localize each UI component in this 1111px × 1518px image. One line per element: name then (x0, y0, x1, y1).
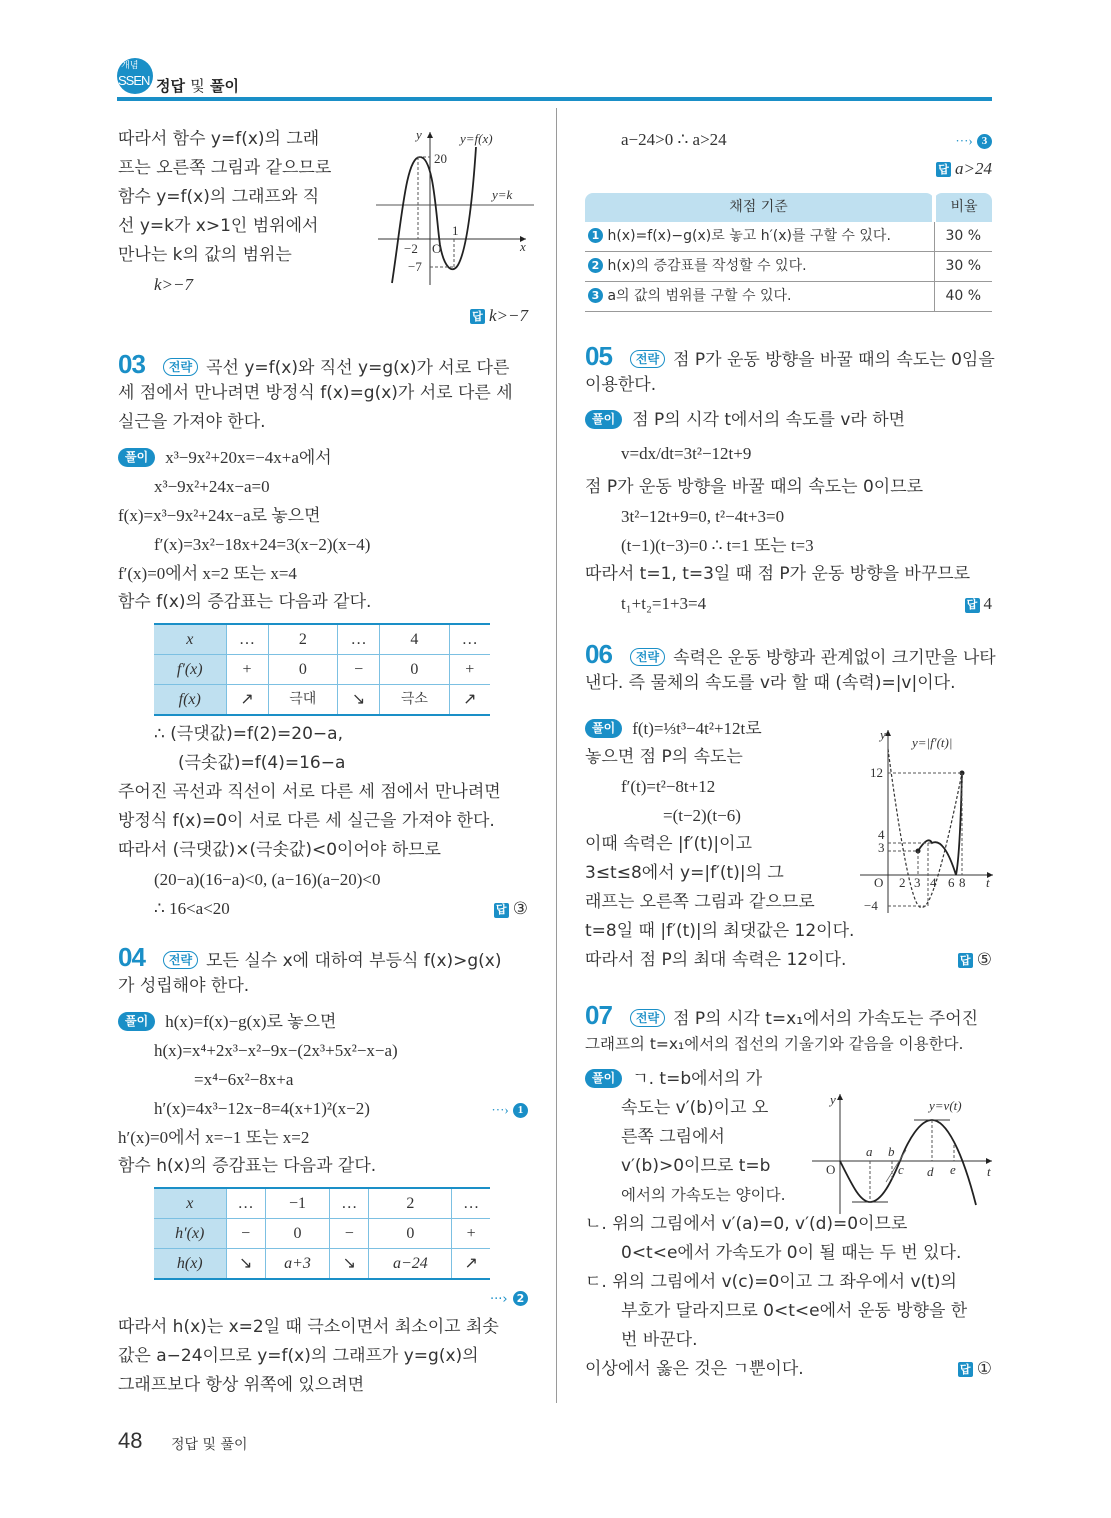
math-line: h(x)=f(x)−g(x)로 놓으면 (165, 1012, 337, 1031)
table-cell: 0 (268, 655, 337, 685)
strategy-text: 이용한다. (585, 375, 657, 395)
title-part: 정답 (156, 77, 185, 95)
strategy-text: 모든 실수 x에 대하여 부등식 f(x)>g(x) (206, 951, 502, 971)
table-cell: − (330, 1219, 369, 1249)
arrow-icon: ···› (955, 133, 973, 148)
table-cell: 극소 (380, 685, 449, 716)
step-number: 1 (588, 228, 603, 243)
max-label: 20 (434, 151, 447, 166)
text-line: 이때 속력은 |f′(t)|이고 (585, 834, 752, 854)
strategy-text: 곡선 y=f(x)와 직선 y=g(x)가 서로 다른 (206, 358, 510, 378)
text-line: t=8일 때 |f′(t)|의 최댓값은 12이다. (585, 921, 855, 941)
question-05 (585, 341, 995, 618)
left-column (118, 125, 528, 1400)
answer-badge: 답 (958, 1362, 973, 1377)
math-line: h′(x)=0에서 x=−1 또는 x=2 (118, 1128, 310, 1147)
table-cell: … (338, 624, 380, 655)
text-line: ㄴ. 위의 그림에서 v′(a)=0, v′(d)=0이므로 (585, 1214, 908, 1234)
strategy-text: 실근을 가져야 한다. (118, 412, 266, 432)
math-line: f′(x)=0에서 x=2 또는 x=4 (118, 564, 297, 583)
brand-logo (117, 58, 153, 94)
criteria-cell (585, 282, 934, 312)
table-cell: … (226, 624, 268, 655)
table-cell: 2 (369, 1188, 452, 1219)
criteria-cell (585, 252, 934, 282)
increase-decrease-table (154, 623, 490, 716)
strategy-text: 점 P가 운동 방향을 바꿀 때의 속도는 0임을 (673, 350, 995, 370)
table-cell: x (154, 624, 226, 655)
answer-value: ⑤ (976, 950, 992, 970)
table-cell: ↗ (449, 685, 490, 716)
y-axis-label: y (880, 727, 886, 742)
answer-value: ① (976, 1359, 992, 1379)
curve-label: y=f(x) (460, 131, 493, 146)
math-line (118, 1094, 528, 1123)
origin-label: O (432, 241, 442, 256)
text-line: ㄱ. t=b에서의 가 (632, 1069, 763, 1089)
x-axis-label: x (520, 239, 526, 254)
answer-line (958, 1355, 992, 1384)
title-part: 및 (190, 77, 205, 95)
arrow-icon: ···› (491, 1102, 509, 1117)
point-c: c (898, 1162, 904, 1177)
question-number: 07 (585, 1000, 612, 1030)
logo-top-text: 개념 (121, 61, 139, 71)
step-number: 3 (977, 134, 992, 149)
text-line: 따라서 함수 y=f(x)의 그래 (118, 129, 320, 149)
table-cell: 극대 (268, 685, 337, 716)
table-row (154, 685, 490, 716)
answer-badge: 답 (470, 309, 485, 324)
table-cell: x (154, 1188, 226, 1219)
column-header: 비율 (934, 193, 992, 222)
y-axis-label: y (416, 127, 422, 142)
table-cell: −1 (265, 1188, 329, 1219)
text-line: 점 P의 시각 t에서의 속도를 v라 하면 (632, 410, 906, 430)
text-line: (극솟값)=f(4)=16−a (178, 753, 346, 773)
strategy-text: 점 P의 시각 t=x₁에서의 가속도는 주어진 (673, 1009, 979, 1029)
text-line: 함수 h(x)의 증감표는 다음과 같다. (118, 1156, 377, 1176)
text-line: 놓으면 점 P의 속도는 (585, 747, 743, 767)
table-cell: 0 (369, 1219, 452, 1249)
table-cell: 2 (268, 624, 337, 655)
conclusion: ∴ 16<a<20 (154, 899, 230, 918)
math-line: v=dx/dt=3t²−12t+9 (621, 444, 752, 463)
table-cell: + (226, 655, 268, 685)
table-row (585, 282, 992, 312)
answer-line (494, 894, 528, 923)
criteria-text: h(x)의 증감표를 작성할 수 있다. (607, 258, 807, 274)
math-line: f′(t)=t²−8t+12 (621, 777, 716, 796)
text-line: 에서의 가속도는 양이다. (621, 1186, 786, 1204)
text-line: 선 y=k가 x>1인 범위에서 (118, 216, 319, 236)
footer-label: 정답 및 풀이 (171, 1437, 248, 1453)
math-line: x³−9x²+20x=−4x+a에서 (165, 448, 332, 467)
table-cell: a+3 (265, 1249, 329, 1280)
criteria-text: h(x)=f(x)−g(x)로 놓고 h′(x)를 구할 수 있다. (607, 228, 891, 244)
curve-label: y=v(t) (929, 1098, 962, 1113)
title-part: 풀이 (209, 77, 239, 95)
x-axis-label: t (987, 1164, 991, 1179)
ratio-cell: 30 % (934, 252, 992, 282)
ratio-cell: 30 % (934, 222, 992, 252)
strategy-text: 세 점에서 만나려면 방정식 f(x)=g(x)가 서로 다른 세 (118, 383, 513, 403)
question-number: 05 (585, 341, 612, 371)
step-marker-2 (118, 1284, 528, 1313)
table-cell: 0 (265, 1219, 329, 1249)
line-label: y=k (492, 187, 513, 202)
solution-badge: 풀이 (585, 410, 622, 429)
answer-value: a>24 (955, 159, 992, 178)
math-line: f′(x)=3x²−18x+24=3(x−2)(x−4) (154, 535, 371, 554)
y-tick: −4 (864, 898, 878, 913)
table-row (154, 624, 490, 655)
text-line: ∴ (극댓값)=f(2)=20−a, (154, 724, 344, 744)
text-line: 함수 y=f(x)의 그래프와 직 (118, 187, 320, 207)
text-line: ㄷ. 위의 그림에서 v(c)=0이고 그 좌우에서 v(t)의 (585, 1272, 957, 1292)
curve-label: y=|f′(t)| (912, 735, 953, 750)
page-title (156, 75, 239, 96)
graph-velocity (812, 1090, 997, 1215)
table-cell: … (449, 624, 490, 655)
question-03 (118, 350, 528, 923)
graph-f-of-x (376, 127, 536, 287)
logo-bottom-text: SSEN (118, 73, 150, 88)
strategy-badge: 전략 (163, 358, 198, 376)
x-neg-label: −2 (404, 241, 418, 256)
table-cell: f(x) (154, 685, 226, 716)
text-line: 프는 오른쪽 그림과 같으므로 (118, 158, 332, 178)
text-line: 주어진 곡선과 직선이 서로 다른 세 점에서 만나려면 (118, 782, 501, 802)
table-row (585, 222, 992, 252)
conclusion: t₁+t₂=1+3=4 (621, 594, 707, 613)
table-cell: ↗ (226, 685, 268, 716)
math-line: f(x)=x³−9x²+24x−a로 놓으면 (118, 506, 321, 525)
table-row (154, 1249, 490, 1280)
x-axis-label: t (986, 875, 990, 890)
x-one-label: 1 (452, 223, 459, 238)
x-tick: 6 (948, 875, 955, 890)
solution-badge: 풀이 (118, 448, 155, 467)
table-header-row (585, 193, 992, 222)
step-number: 2 (588, 258, 603, 273)
table-row (154, 1219, 490, 1249)
text-line: 속도는 v′(b)이고 오 (621, 1098, 769, 1118)
column-header: 채점 기준 (585, 193, 934, 222)
answer-line (965, 589, 993, 618)
math-line (585, 125, 992, 154)
answer-badge: 답 (958, 953, 973, 968)
answer-value: 4 (983, 594, 992, 613)
answer-badge: 답 (965, 598, 980, 613)
text-line: 방정식 f(x)=0이 서로 다른 세 실근을 가져야 한다. (118, 811, 495, 831)
header-rule (117, 97, 992, 101)
table-cell: … (330, 1188, 369, 1219)
text-line: 따라서 h(x)는 x=2일 때 극소이면서 최소이고 최솟 (118, 1317, 499, 1337)
table-cell: + (452, 1219, 490, 1249)
arrow-icon: ···› (489, 1292, 508, 1307)
step-number: 3 (588, 288, 603, 303)
table-cell: ↘ (338, 685, 380, 716)
answer-value: k>−7 (489, 306, 528, 325)
strategy-text: 속력은 운동 방향과 관계없이 크기만을 나타 (673, 648, 996, 668)
y-axis-label: y (830, 1092, 836, 1107)
ratio-cell: 40 % (934, 282, 992, 312)
increase-decrease-table (154, 1187, 490, 1280)
table-cell: f′(x) (154, 655, 226, 685)
text-line: 래프는 오른쪽 그림과 같으므로 (585, 892, 815, 912)
table-cell: 0 (380, 655, 449, 685)
strategy-badge: 전략 (630, 648, 665, 666)
math-line: =x⁴−6x²−8x+a (194, 1070, 294, 1089)
text-line: 그래프보다 항상 위쪽에 있으려면 (118, 1375, 365, 1395)
x-tick: 2 (899, 875, 906, 890)
math-line: (t−1)(t−3)=0 ∴ t=1 또는 t=3 (621, 536, 814, 555)
text-line (585, 1355, 992, 1384)
text-line: 번 바꾼다. (621, 1330, 698, 1350)
math-line (118, 894, 528, 923)
text-line: 부호가 달라지므로 0<t<e에서 운동 방향을 한 (621, 1301, 968, 1321)
point-a: a (866, 1144, 873, 1159)
strategy-text: 낸다. 즉 물체의 속도를 v라 할 때 (속력)=|v|이다. (585, 673, 956, 693)
table-cell: + (449, 655, 490, 685)
math-line: (20−a)(16−a)<0, (a−16)(a−20)<0 (154, 870, 381, 889)
table-cell: 4 (380, 624, 449, 655)
y-tick: 12 (870, 765, 883, 780)
answer-value: ③ (512, 899, 528, 918)
solution-badge: 풀이 (118, 1012, 155, 1031)
answer-line (470, 301, 528, 330)
x-tick: 8 (959, 875, 966, 890)
column-divider (556, 108, 557, 1403)
text-line: 함수 f(x)의 증감표는 다음과 같다. (118, 592, 372, 612)
x-tick: 3 (914, 875, 921, 890)
math-line: h(x)=x⁴+2x³−x²−9x−(2x³+5x²−x−a) (154, 1041, 398, 1060)
answer-badge: 답 (494, 903, 509, 918)
derivative: h′(x)=4x³−12x−8=4(x+1)²(x−2) (154, 1099, 370, 1118)
solution-badge: 풀이 (585, 1069, 622, 1088)
table-cell: h(x) (154, 1249, 226, 1280)
table-cell: − (338, 655, 380, 685)
origin-label: O (874, 875, 884, 890)
criteria-text: a의 값의 범위를 구할 수 있다. (607, 288, 792, 304)
table-row (154, 1188, 490, 1219)
table-cell: a−24 (369, 1249, 452, 1280)
x-tick: 4 (930, 875, 937, 890)
table-cell: … (452, 1188, 490, 1219)
solution-badge: 풀이 (585, 719, 622, 738)
y-tick: 4 (878, 827, 885, 842)
text-line: 만나는 k의 값의 범위는 (118, 245, 292, 265)
step-marker-3 (955, 125, 992, 155)
inequality: a−24>0 ∴ a>24 (621, 130, 727, 149)
point-b: b (888, 1144, 895, 1159)
page-number: 48 (118, 1428, 143, 1453)
strategy-badge: 전략 (630, 350, 665, 368)
math-line: 3t²−12t+9=0, t²−4t+3=0 (621, 507, 785, 526)
table-cell: − (226, 1219, 265, 1249)
text-line: 3≤t≤8에서 y=|f′(t)|의 그 (585, 863, 784, 883)
table-cell: ↘ (226, 1249, 265, 1280)
conclusion: 따라서 점 P의 최대 속력은 12이다. (585, 950, 847, 970)
point-d: d (927, 1164, 934, 1179)
text-line (585, 946, 992, 975)
text-line: 따라서 t=1, t=3일 때 점 P가 운동 방향을 바꾸므로 (585, 564, 971, 584)
question-04 (118, 943, 528, 1400)
text-line: 값은 a−24이므로 y=f(x)의 그래프가 y=g(x)의 (118, 1346, 479, 1366)
answer-line (958, 946, 992, 975)
strategy-badge: 전략 (163, 951, 198, 969)
criteria-cell (585, 222, 934, 252)
graph-abs-derivative (858, 725, 998, 915)
question-number: 04 (118, 942, 145, 972)
answer-badge: 답 (936, 162, 951, 177)
table-row (154, 655, 490, 685)
origin-label: O (826, 1162, 836, 1177)
strategy-text: 가 성립해야 한다. (118, 976, 250, 996)
math-line: x³−9x²+24x−a=0 (154, 477, 270, 496)
text-line: 0<t<e에서 가속도가 0이 될 때는 두 번 있다. (621, 1243, 962, 1263)
text-line: 점 P가 운동 방향을 바꿀 때의 속도는 0이므로 (585, 477, 924, 497)
step-number: 1 (513, 1103, 528, 1118)
scoring-table (585, 193, 992, 312)
conclusion: 이상에서 옳은 것은 ㄱ뿐이다. (585, 1359, 804, 1379)
point-e: e (950, 1162, 956, 1177)
table-cell: ↘ (330, 1249, 369, 1280)
step-marker-1 (491, 1094, 528, 1124)
question-number: 06 (585, 639, 612, 669)
min-label: −7 (408, 259, 422, 274)
table-cell: … (226, 1188, 265, 1219)
strategy-badge: 전략 (630, 1009, 665, 1027)
text-line: v′(b)>0이므로 t=b (621, 1156, 771, 1176)
table-row (585, 252, 992, 282)
y-tick: 3 (878, 840, 885, 855)
text-line: 따라서 (극댓값)×(극솟값)<0이어야 하므로 (118, 840, 441, 860)
table-cell: h′(x) (154, 1219, 226, 1249)
question-number: 03 (118, 349, 145, 379)
text-line: 른쪽 그림에서 (621, 1127, 725, 1147)
strategy-text: 그래프의 t=x₁에서의 접선의 기울기와 같음을 이용한다. (585, 1035, 964, 1053)
math-line: f(t)=⅓t³−4t²+12t로 (632, 719, 762, 738)
math-line: =(t−2)(t−6) (663, 806, 741, 825)
table-cell: ↗ (452, 1249, 490, 1280)
result-line: k>−7 (154, 275, 193, 294)
step-number: 2 (513, 1291, 528, 1306)
math-line (585, 589, 992, 618)
answer-line (585, 154, 992, 183)
